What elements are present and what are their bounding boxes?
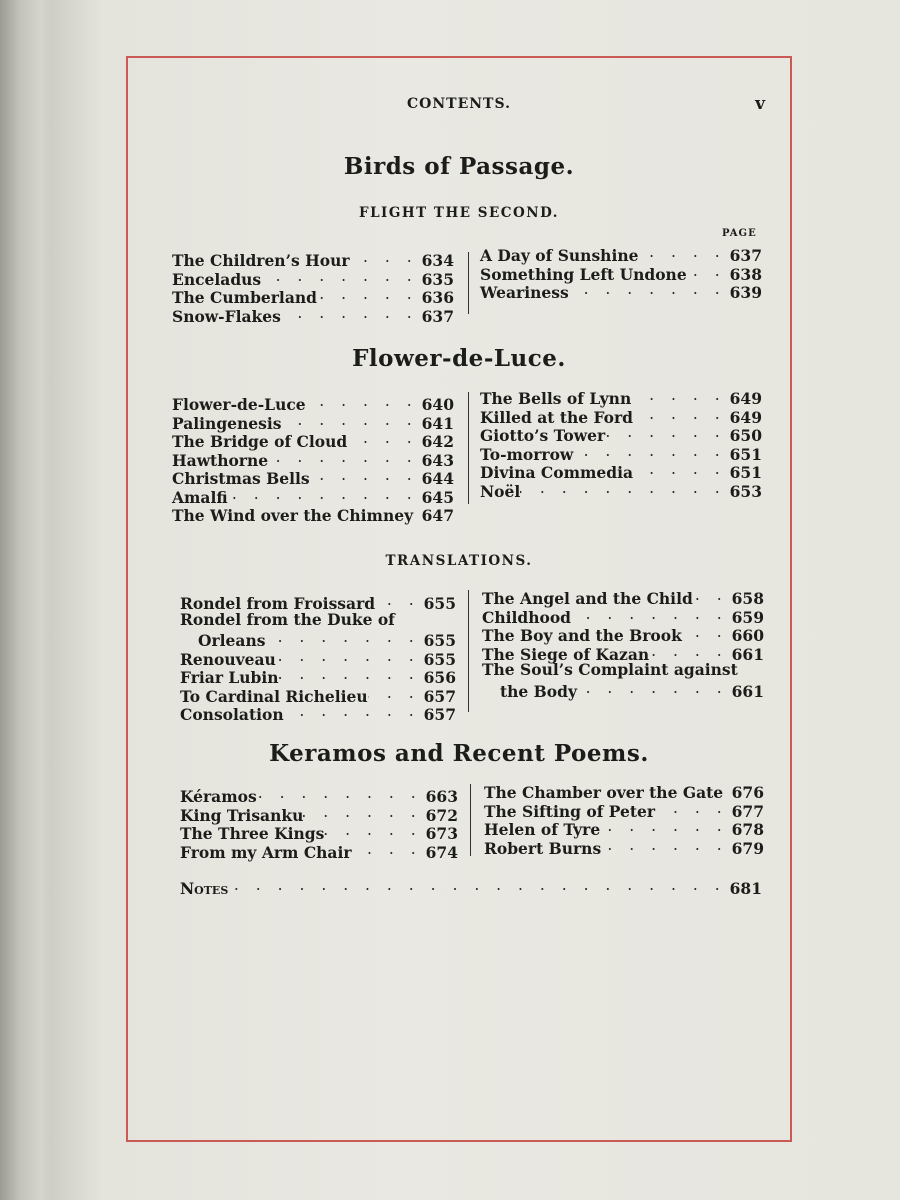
entry-page: 643 [421,450,454,470]
leader-dots [265,628,423,646]
contents-entry [180,840,458,862]
entry-title: Enceladus [172,269,262,289]
section-title-keramos: Keramos and Recent Poems. [269,740,649,767]
entry-page: 650 [729,426,762,445]
entry-title: Palingenesis [172,413,282,433]
leader-dots [281,304,422,322]
leader-dots [649,642,732,660]
leader-dots [279,665,424,683]
leader-dots [261,267,421,285]
leader-dots [324,821,425,839]
leader-dots [228,876,729,894]
entry-title: The Three Kings [180,824,325,843]
entry-title: Notes [180,879,229,898]
notes-entry [180,876,762,898]
contents-entry [482,660,764,679]
contents-entry [180,803,458,825]
translations-left-column [180,591,456,724]
entry-title: The Cumberland [172,288,317,307]
contents-entry [482,679,764,701]
contents-entry [480,460,762,482]
entry-page: 649 [729,389,762,408]
leader-dots [638,243,729,261]
contents-entry [480,262,762,284]
keramos-left-column [180,784,458,862]
entry-page: 651 [729,444,762,464]
entry-page: 672 [425,805,458,825]
contents-entry [484,799,764,821]
section-title-birds-of-passage: Birds of Passage. [343,153,575,180]
entry-title: To Cardinal Richelieu [180,686,368,706]
leader-dots [693,586,732,604]
contents-entry [484,836,764,858]
subtitle-translations: TRANSLATIONS. [385,553,533,569]
contents-entry [180,684,456,706]
leader-dots [306,392,422,410]
contents-entry [180,702,456,724]
entry-title: The Bridge of Cloud [172,432,348,451]
entry-page: 677 [731,801,764,821]
entry-title: Christmas Bells [172,469,310,488]
entry-title: Friar Lubin [180,668,279,687]
entry-title: the Body [500,681,577,701]
entry-title: Killed at the Ford [480,407,634,427]
entry-page: 660 [731,626,764,645]
contents-entry [484,780,764,802]
contents-entry [180,821,458,843]
leader-dots [569,280,730,298]
contents-entry [482,605,764,627]
leader-dots [352,840,426,858]
page-folio: v [755,94,766,114]
entry-title: The Chamber over the Gate [484,783,724,802]
entry-page: 637 [421,306,454,326]
entry-title: The Soul’s Complaint against [482,660,738,679]
entry-page: 663 [425,787,458,806]
entry-title: Hawthorne [172,450,269,470]
entry-page: 645 [421,487,454,507]
leader-dots [655,799,732,817]
page-column-label: PAGE [722,228,757,239]
contents-entry [172,448,454,470]
leader-dots [633,460,730,478]
entry-title: Weariness [480,283,569,302]
leader-dots [317,285,422,303]
entry-page: 644 [421,469,454,488]
leader-dots [571,605,732,623]
entry-page: 659 [731,607,764,627]
entry-title: Something Left Undone [480,264,687,284]
entry-title: Helen of Tyre [484,820,601,839]
entry-page: 655 [423,649,456,669]
entry-page: 661 [731,681,764,701]
leader-dots [282,411,422,429]
birds-right-column [480,243,762,302]
entry-page: 655 [423,594,456,613]
leader-dots [631,386,729,404]
leader-dots [600,817,731,835]
flower-left-column [172,392,454,525]
entry-page: 679 [731,838,764,858]
entry-title: The Sifting of Peter [484,801,656,821]
contents-entry [482,642,764,664]
leader-dots [633,405,730,423]
entry-page: 655 [423,631,456,650]
contents-entry [480,280,762,302]
leader-dots [228,485,422,503]
entry-title: The Wind over the Chimney [172,506,414,525]
contents-entry [172,304,454,326]
entry-page: 640 [421,395,454,414]
column-divider [468,590,469,712]
leader-dots [350,248,422,266]
column-divider [468,252,469,314]
entry-page: 656 [423,668,456,687]
entry-page: 647 [421,506,454,525]
contents-entry [482,586,764,608]
leader-dots [368,684,424,702]
contents-entry [480,479,762,501]
entry-title: Kéramos [180,787,257,806]
entry-title: Noël [480,481,521,501]
leader-dots [268,448,422,466]
entry-title: Renouveau [180,649,276,669]
leader-dots [257,784,426,802]
entry-title: The Bells of Lynn [480,389,632,408]
leader-dots [687,262,730,280]
entry-page: 657 [423,686,456,706]
contents-entry [180,610,456,629]
entry-page: 634 [421,251,454,270]
contents-entry [172,285,454,307]
flower-right-column [480,386,762,501]
entry-title: Amalfi [172,487,228,507]
entry-title: Orleans [198,631,266,650]
contents-entry [480,243,762,265]
header-title: CONTENTS. [407,96,511,112]
leader-dots [605,423,730,441]
contents-entry [172,485,454,507]
entry-page: 639 [729,283,762,302]
entry-page: 638 [729,264,762,284]
column-divider [470,784,471,856]
entry-title: Divina Commedia [480,463,634,482]
keramos-right-column [484,780,764,858]
leader-dots [284,702,424,720]
birds-left-column [172,248,454,326]
entry-page: 636 [421,288,454,307]
leader-dots [413,503,422,521]
entry-page: 642 [421,432,454,451]
contents-entry [180,784,458,806]
leader-dots [347,429,421,447]
book-gutter [0,0,58,1200]
entry-page: 681 [729,879,762,898]
entry-title: The Boy and the Brook [482,626,682,645]
leader-dots [601,836,731,854]
contents-entry [172,392,454,414]
entry-page: 635 [421,269,454,289]
entry-title: Rondel from Froissard [180,594,376,613]
entry-page: 641 [421,413,454,433]
subtitle-flight-the-second: FLIGHT THE SECOND. [358,205,560,221]
translations-right-column [482,586,764,701]
contents-entry [480,405,762,427]
contents-entry [172,429,454,451]
leader-dots [310,466,422,484]
entry-page: 661 [731,644,764,664]
leader-dots [723,780,732,798]
contents-entry [180,647,456,669]
entry-title: Snow-Flakes [172,306,281,326]
contents-entry [484,817,764,839]
entry-title: King Trisanku [180,805,304,825]
entry-page: 637 [729,246,762,265]
entry-page: 649 [729,407,762,427]
entry-page: 658 [731,589,764,608]
entry-page: 673 [425,824,458,843]
entry-title: Consolation [180,705,284,724]
leader-dots [375,591,424,609]
entry-title: Giotto’s Tower [480,426,606,445]
leader-dots [682,623,732,641]
entry-page: 674 [425,842,458,862]
entry-page: 676 [731,783,764,802]
entry-title: To-morrow [480,444,574,464]
contents-entry [172,411,454,433]
entry-title: A Day of Sunshine [480,246,639,265]
entry-title: Childhood [482,607,572,627]
entry-title: The Angel and the Child [482,589,693,608]
contents-entry [480,442,762,464]
contents-entry [480,423,762,445]
entry-title: Rondel from the Duke of [180,609,395,629]
leader-dots [577,679,732,697]
section-title-flower-de-luce: Flower-de-Luce. [352,345,566,372]
contents-entry [172,267,454,289]
entry-page: 651 [729,463,762,482]
contents-entry [480,386,762,408]
entry-title: Robert Burns [484,838,602,858]
contents-entry [180,591,456,613]
contents-entry [172,248,454,270]
entry-title: The Siege of Kazan [482,644,650,664]
leader-dots [520,479,729,497]
entry-page: 657 [423,705,456,724]
contents-entry [180,665,456,687]
leader-dots [276,647,424,665]
entry-page: 678 [731,820,764,839]
contents-entry [172,503,454,525]
contents-entry [180,628,456,650]
leader-dots [573,442,729,460]
column-divider [468,392,469,504]
entry-title: From my Arm Chair [180,842,352,862]
entry-page: 653 [729,481,762,501]
entry-title: The Children’s Hour [172,251,350,270]
entry-title: Flower-de-Luce [172,395,306,414]
contents-entry [172,466,454,488]
leader-dots [303,803,425,821]
contents-entry [482,623,764,645]
